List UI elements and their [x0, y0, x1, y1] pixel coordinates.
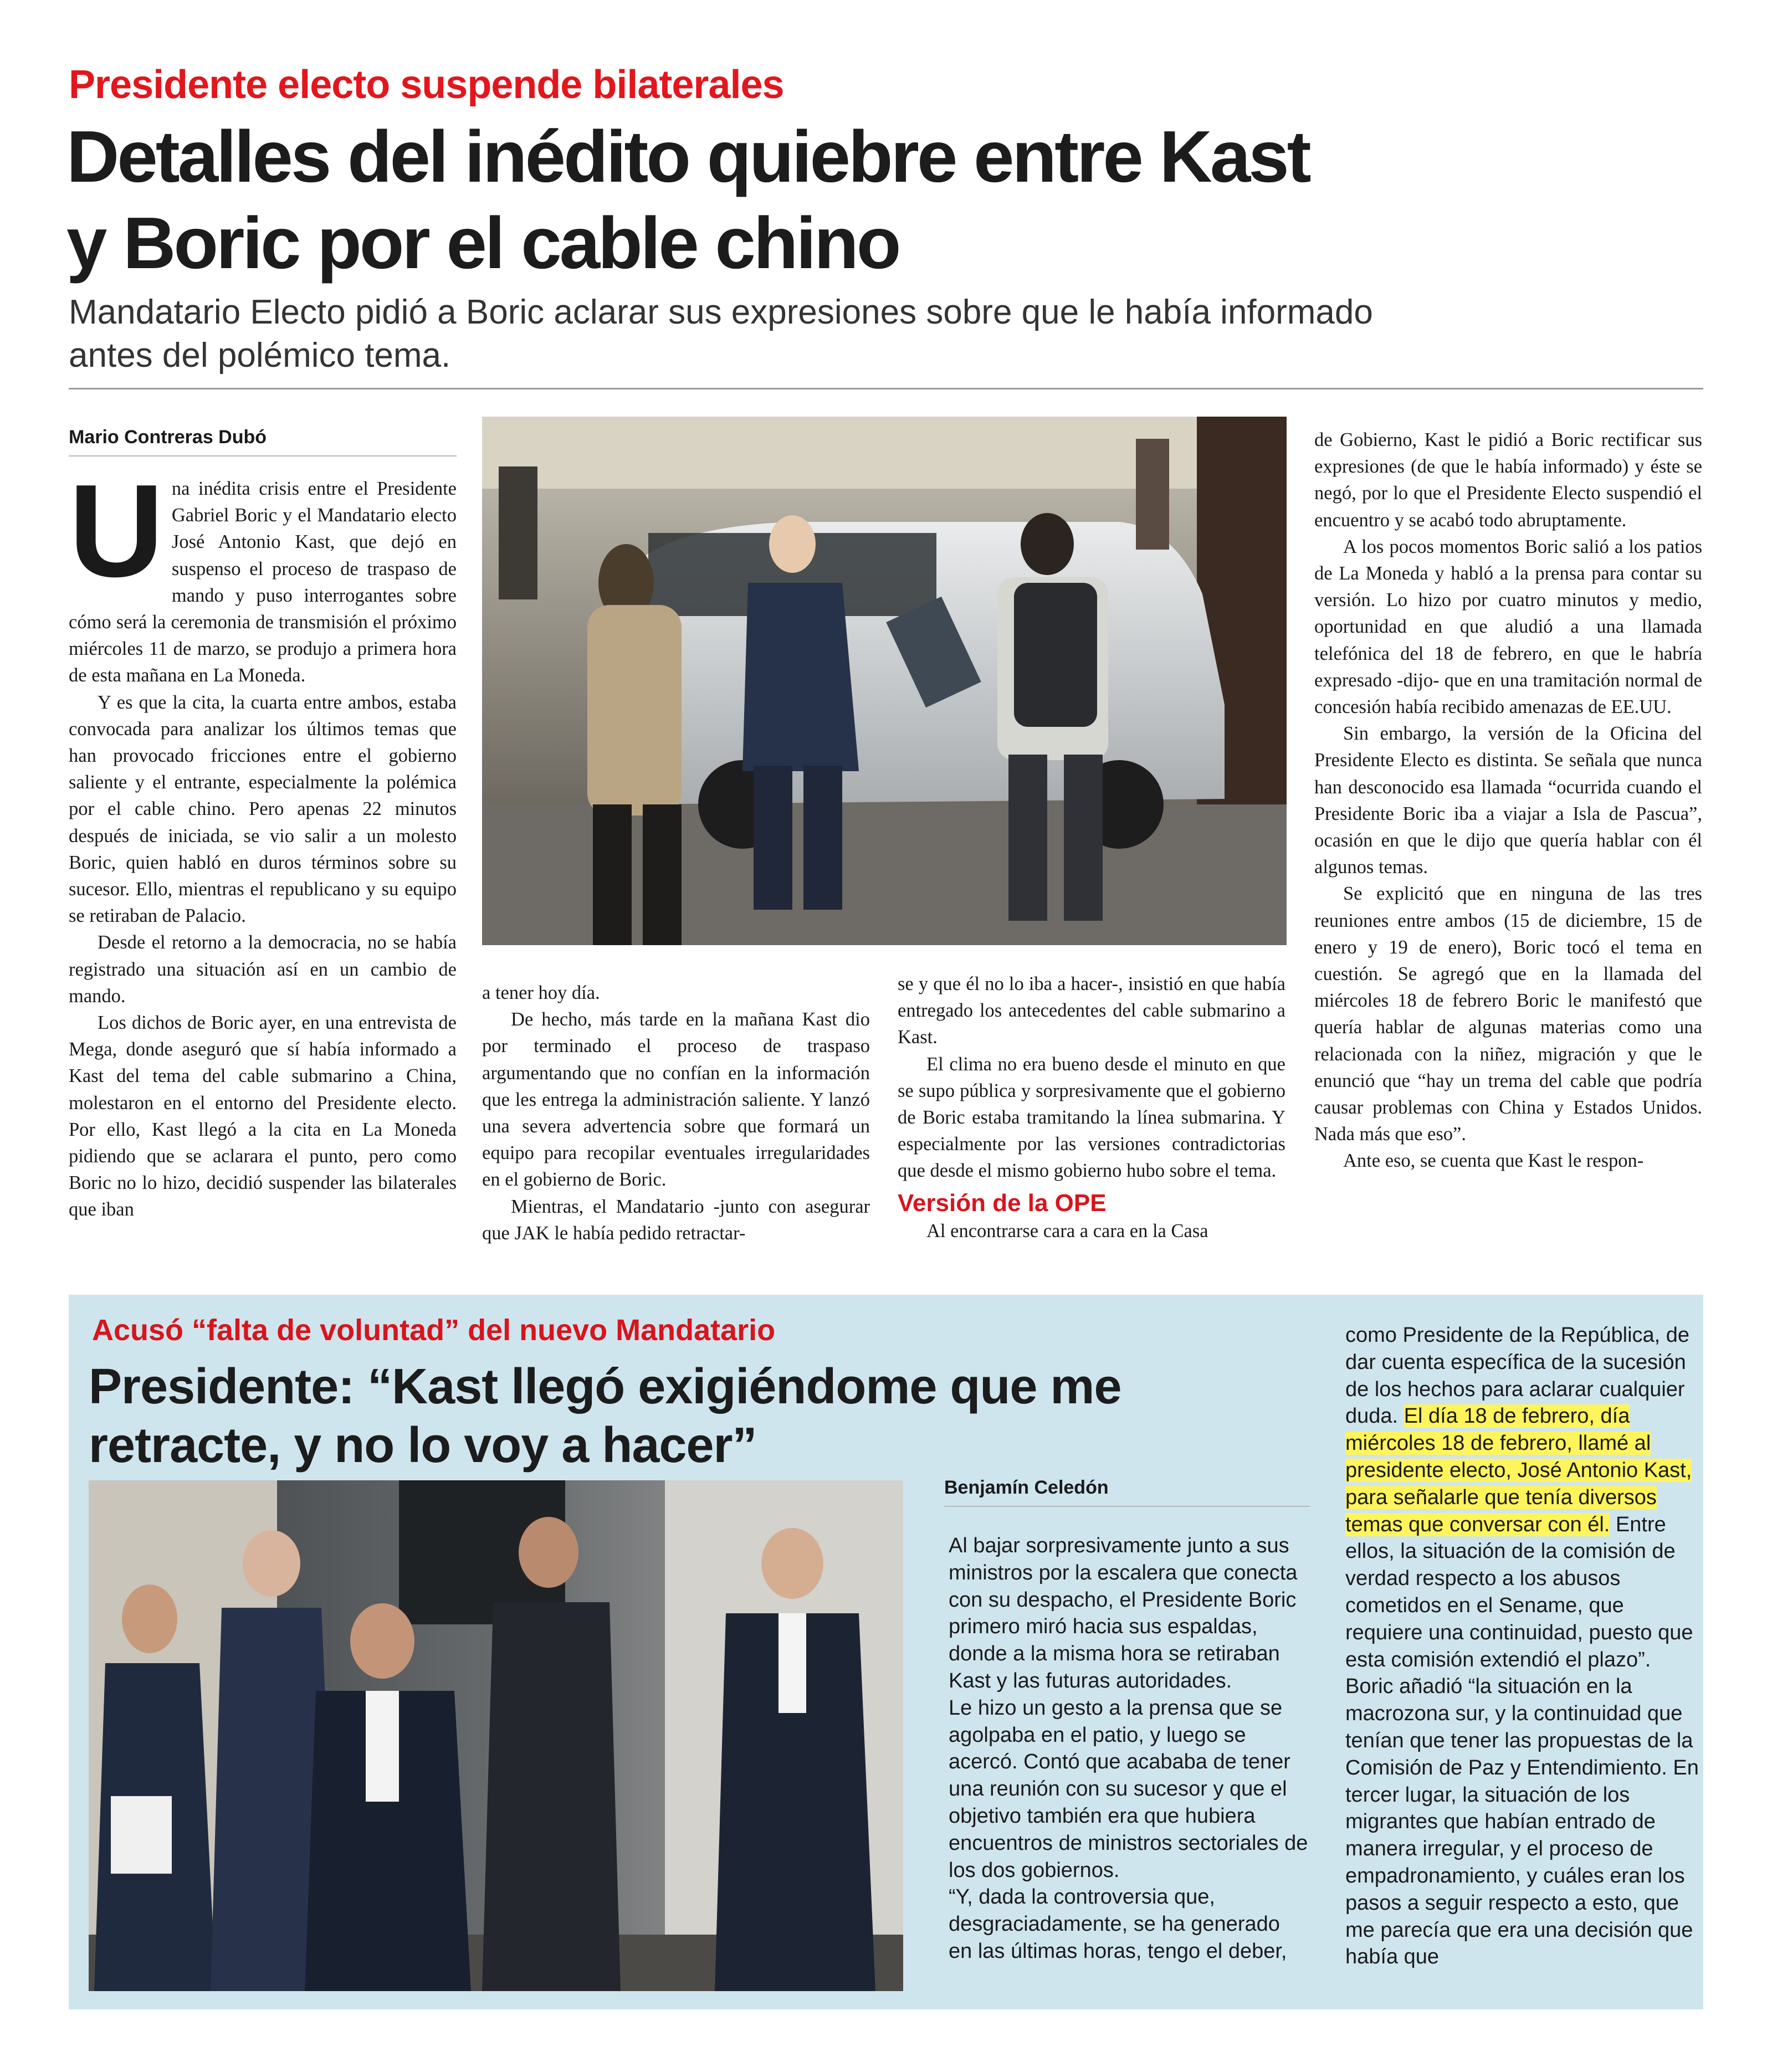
- article-paragraph: De hecho, más tarde en la mañana Kast dio por terminado el proceso de traspaso argumentando que no confían en la información que les entrega la administración saliente. Y lanzó una severa advertencia sobre que formará un equipo para recopilar eventuales irregularidades en el gobierno de Boric.: [482, 1009, 870, 1191]
- article-paragraph: Desde el retorno a la democracia, no se había registrado una situación así en un cambio de mando.: [69, 932, 457, 1007]
- main-photo-image: [482, 417, 1287, 945]
- byline-rule: [69, 455, 457, 457]
- article-paragraph: [69, 458, 457, 689]
- header-rule: [69, 388, 1703, 389]
- box-photo-image: [89, 1480, 903, 1991]
- article-paragraph: Y es que la cita, la cuarta entre ambos, estaba convocada para analizar los últimos temas que han provocado fricciones entre el gobierno saliente y el entrante, especialmente la polémica por el cable chino. Pero apenas 22 minutos después de iniciada, se vio salir a un molesto Boric, quien habló en duros términos sobre su sucesor. Ello, mientras el republicano y su equipo se retiraban de Palacio.: [69, 691, 457, 927]
- drop-cap: U: [69, 458, 164, 604]
- box-headline-line-2: retracte, y no lo voy a hacer”: [89, 1418, 757, 1473]
- highlighted-quote: El día 18 de febrero, día miércoles 18 de febrero, llamé al presidente electo, José Antonio Kast, para señalarle que tenía diversos temas que conversar con él.: [1345, 1404, 1692, 1536]
- article-paragraph: Ante eso, se cuenta que Kast le respon-: [1343, 1150, 1644, 1172]
- box-paragraph: Boric añadió “la situación en la macrozona sur, y la continuidad que tenían que tener las propuestas de la Comisión de Paz y Entendimiento. En tercer lugar, la situación de los migrantes que habían entrado de manera irregular, y el proceso de empadronamiento, y cuáles eran los pasos a seguir respecto a esto, que me parecía que era una decisión que había que: [1345, 1675, 1699, 1969]
- box-byline-rule: [944, 1506, 1310, 1507]
- box-column-1: [949, 1532, 1309, 1965]
- article-paragraph: a tener hoy día.: [482, 982, 600, 1003]
- deck-line-2: antes del polémico tema.: [69, 336, 451, 375]
- article-paragraph: Los dichos de Boric ayer, en una entrevista de Mega, donde aseguró que sí había informado a Kast del tema del cable submarino a China, molestaron en el entorno del Presidente electo. Por ello, Kast llegó a la cita en La Moneda pidiendo que se aclarara el punto, pero como Boric no lo hizo, decidió suspender las bilaterales que iban: [69, 1012, 457, 1220]
- article-paragraph: A los pocos momentos Boric salió a los patios de La Moneda y habló a la prensa para contar su versión. Lo hizo por cuatro minutos y medio, oportunidad en que aludió a una llamada telefónica del 18 de febrero, en que le habría expresado -dijo- que en una tramitación normal de concesión había recibido amenazas de EE.UU.: [1314, 536, 1702, 718]
- box-headline-line-1: Presidente: “Kast llegó exigiéndome que me: [89, 1359, 1121, 1414]
- main-photo: [482, 417, 1287, 945]
- article-column-3: [898, 971, 1285, 1244]
- box-paragraph: [1345, 1322, 1700, 1673]
- article-paragraph: El clima no era bueno desde el minuto en que se supo pública y sorpresivamente que el gobierno de Boric estaba tramitando la línea submarina. Y especialmente por las versiones contradictorias que desde el mismo gobierno hubo sobre el tema.: [898, 1053, 1285, 1182]
- box-photo: [89, 1480, 903, 1991]
- headline-line-2: y Boric por el cable chino: [66, 202, 899, 284]
- kicker: Presidente electo suspende bilaterales: [69, 63, 784, 107]
- box-paragraph: Al bajar sorpresivamente junto a sus ministros por la escalera que conecta con su despacho, el Presidente Boric primero miró hacia sus espaldas, donde a la misma hora se retiraban Kast y las futuras autoridades.: [949, 1534, 1298, 1693]
- box-paragraph-text: como Presidente de la República, de dar cuenta específica de la sucesión de los hechos para aclarar cualquier duda.: [1345, 1324, 1690, 1428]
- article-paragraph: Se explicitó que en ninguna de las tres reuniones entre ambos (15 de diciembre, 15 de enero y 19 de enero), Boric tocó el tema en cuestión. Se agregó que en la llamada del miércoles 18 de febrero Boric le manifestó que quería hablar de algunas materias como una relacionada con la niñez, migración y que le enunció que “hay un trema del cable que podría causar problemas con China y Estados Unidos. Nada más que eso”.: [1314, 883, 1702, 1145]
- box-paragraph: “Y, dada la controversia que, desgraciadamente, se ha generado en las últimas horas, tengo el deber,: [949, 1885, 1287, 1963]
- headline-line-1: Detalles del inédito quiebre entre Kast: [66, 116, 1309, 197]
- deck: [69, 291, 1509, 377]
- deck-line-1: Mandatario Electo pidió a Boric aclarar sus expresiones sobre que le había informado: [69, 293, 1373, 331]
- box-kicker: Acusó “falta de voluntad” del nuevo Mandatario: [92, 1314, 776, 1347]
- article-paragraph: de Gobierno, Kast le pidió a Boric rectificar sus expresiones (de que le había informado) y éste se negó, por lo que el Presidente Electo suspendió el encuentro y se acabó todo abruptamente.: [1314, 429, 1702, 531]
- article-column-4: [1314, 427, 1702, 1175]
- box-paragraph: Le hizo un gesto a la prensa que se agolpaba en el patio, y luego se acercó. Contó que acababa de tener una reunión con su sucesor y que el objetivo también era que hubiera encuentros de ministros sectoriales de los dos gobiernos.: [949, 1696, 1308, 1882]
- byline: Mario Contreras Dubó: [69, 427, 267, 448]
- article-paragraph: Mientras, el Mandatario -junto con asegurar que JAK le había pedido retractar-: [482, 1196, 870, 1244]
- article-paragraph: Al encontrarse cara a cara en la Casa: [926, 1220, 1208, 1242]
- box-byline: Benjamín Celedón: [944, 1477, 1109, 1498]
- headline: [66, 114, 1551, 286]
- subhead: Versión de la OPE: [898, 1189, 1107, 1217]
- article-paragraph: se y que él no lo iba a hacer-, insistió en que había entregado los antecedentes del cable submarino a Kast.: [898, 973, 1285, 1048]
- box-paragraph-text: Entre ellos, la situación de la comisión de verdad respecto a los abusos cometidos en el Sename, que requiere una continuidad, puesto que esta comisión extendió el plazo”.: [1345, 1512, 1693, 1671]
- article-column-2: [482, 979, 870, 1247]
- article-column-1: [69, 458, 457, 1223]
- box-headline: [89, 1357, 1308, 1475]
- article-paragraph-text: na inédita crisis entre el Presidente Gabriel Boric y el Mandatario electo José Antonio Kast, que dejó en suspenso el proceso de traspaso de mando y puso interrogantes sobre cómo será la ceremonia de transmisión el próximo miércoles 11 de marzo, se produjo a primera hora de esta mañana en La Moneda.: [69, 478, 457, 686]
- article-paragraph: Sin embargo, la versión de la Oficina del Presidente Electo es distinta. Se señala que nunca han desconocido esa llamada “ocurrida cuando el Presidente Boric iba a viajar a Isla de Pascua”, ocasión en que le dijo que quería hablar con él algunos temas.: [1314, 723, 1702, 878]
- box-column-2: [1345, 1322, 1700, 1971]
